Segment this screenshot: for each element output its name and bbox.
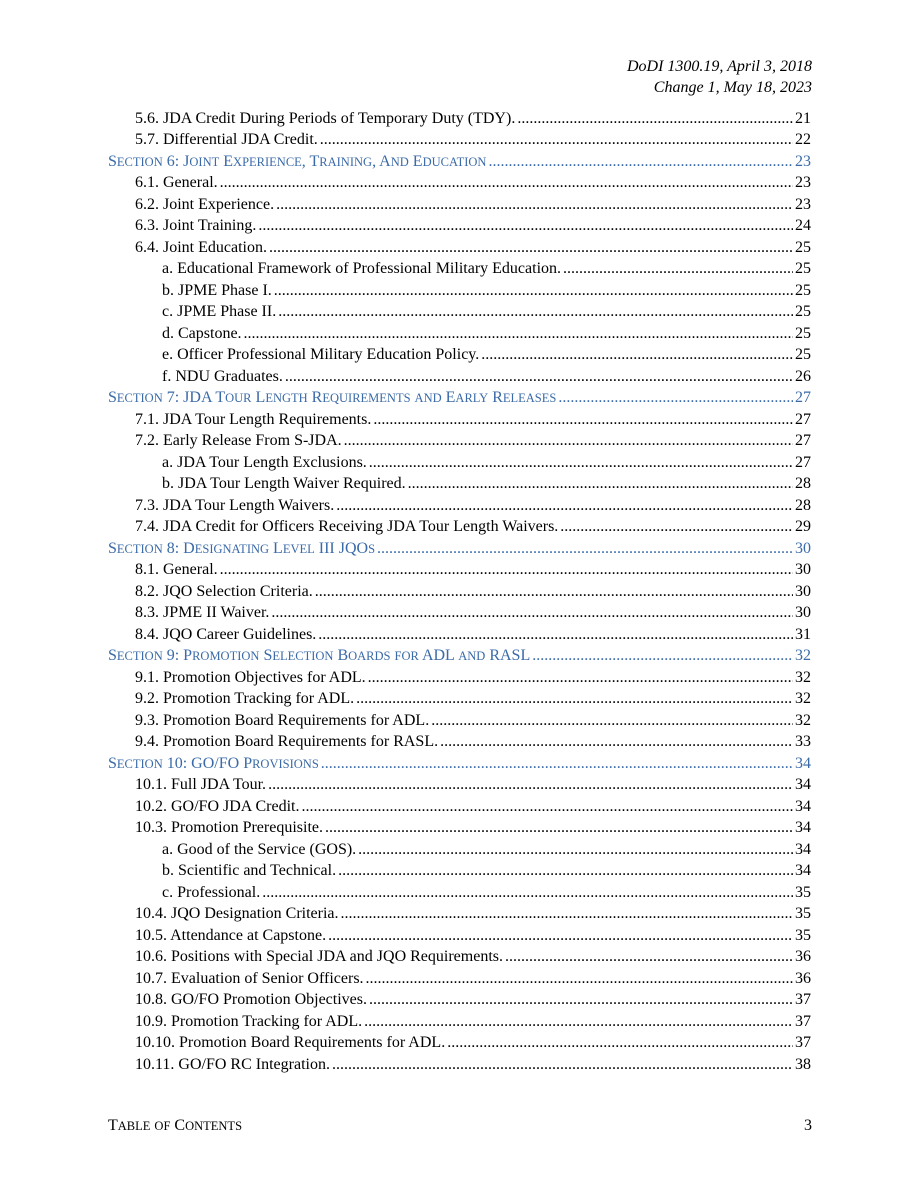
toc-dot-leader <box>320 129 793 151</box>
toc-entry-label: SECTION 7: JDA TOUR LENGTH REQUIREMENTS AND EARLY RELEASES <box>108 389 557 407</box>
toc-entry-page: 28 <box>795 496 811 514</box>
toc-dot-leader <box>369 452 793 474</box>
toc-entry-page: 25 <box>795 303 811 321</box>
toc-dot-leader <box>377 538 793 560</box>
toc-entry[interactable] <box>108 1032 811 1054</box>
toc-entry[interactable] <box>108 344 811 366</box>
toc-entry[interactable] <box>108 129 811 151</box>
toc-dot-leader <box>481 344 793 366</box>
toc-entry-label: 10.6. Positions with Special JDA and JQO Requirements. <box>135 948 503 966</box>
toc-dot-leader <box>336 495 793 517</box>
footer-title: TABLE OF CONTENTS <box>108 1117 243 1134</box>
toc-entry-label: 8.1. General. <box>135 561 218 579</box>
toc-entry-page: 30 <box>795 582 811 600</box>
toc-entry[interactable] <box>108 323 811 345</box>
toc-entry-page: 35 <box>795 926 811 944</box>
toc-entry[interactable] <box>108 667 811 689</box>
toc-dot-leader <box>368 667 793 689</box>
toc-dot-leader <box>220 559 793 581</box>
toc-dot-leader <box>369 989 793 1011</box>
toc-entry[interactable] <box>108 1011 811 1033</box>
toc-dot-leader <box>325 817 793 839</box>
toc-entry-label: 10.3. Promotion Prerequisite. <box>135 819 323 837</box>
toc-entry[interactable] <box>108 215 811 237</box>
toc-entry[interactable] <box>108 108 811 130</box>
toc-entry-page: 32 <box>795 668 811 686</box>
toc-dot-leader <box>258 215 793 237</box>
toc-entry-page: 27 <box>795 453 811 471</box>
toc-entry-label: 10.10. Promotion Board Requirements for ADL. <box>135 1034 446 1052</box>
toc-entry-page: 36 <box>795 969 811 987</box>
toc-entry[interactable] <box>108 430 811 452</box>
toc-entry-page: 34 <box>795 776 811 794</box>
toc-entry[interactable] <box>108 817 811 839</box>
toc-entry[interactable] <box>108 839 811 861</box>
toc-dot-leader <box>315 581 793 603</box>
toc-entry-page: 32 <box>795 711 811 729</box>
toc-entry[interactable] <box>108 366 811 388</box>
toc-entry[interactable] <box>108 968 811 990</box>
toc-entry[interactable] <box>108 796 811 818</box>
toc-entry-label: 7.3. JDA Tour Length Waivers. <box>135 496 335 514</box>
toc-entry[interactable] <box>108 624 811 646</box>
toc-entry-label: 6.4. Joint Education. <box>135 238 267 256</box>
toc-entry-label: 9.1. Promotion Objectives for ADL. <box>135 668 366 686</box>
toc-entry-label: 5.7. Differential JDA Credit. <box>135 131 318 149</box>
toc-entry-page: 23 <box>795 174 811 192</box>
toc-entry[interactable] <box>108 516 811 538</box>
document-header <box>627 56 812 98</box>
toc-entry-page: 31 <box>795 625 811 643</box>
toc-entry-page: 33 <box>795 733 811 751</box>
toc-entry-page: 34 <box>795 754 811 772</box>
toc-entry-label: 10.5. Attendance at Capstone. <box>135 926 327 944</box>
toc-entry-label: SECTION 9: PROMOTION SELECTION BOARDS FOR ADL AND RASL <box>108 647 531 665</box>
toc-entry-page: 30 <box>795 604 811 622</box>
header-change-date: Change 1, May 18, 2023 <box>653 79 812 96</box>
toc-dot-leader <box>274 280 793 302</box>
toc-dot-leader <box>364 1011 793 1033</box>
toc-dot-leader <box>271 602 793 624</box>
toc-entry[interactable] <box>108 495 811 517</box>
toc-entry-label: b. Scientific and Technical. <box>162 862 337 880</box>
toc-entry-label: SECTION 10: GO/FO PROVISIONS <box>108 754 319 772</box>
toc-entry-label: 10.9. Promotion Tracking for ADL. <box>135 1012 363 1030</box>
toc-dot-leader <box>558 387 793 409</box>
toc-entry-page: 25 <box>795 281 811 299</box>
toc-dot-leader <box>440 731 793 753</box>
toc-entry-page: 37 <box>795 1012 811 1030</box>
toc-entry-page: 34 <box>795 840 811 858</box>
toc-entry[interactable] <box>108 710 811 732</box>
toc-entry[interactable] <box>108 602 811 624</box>
toc-entry-page: 27 <box>795 410 811 428</box>
toc-entry-label: 10.11. GO/FO RC Integration. <box>135 1055 330 1073</box>
toc-section-entry[interactable] <box>108 645 811 667</box>
footer-page-number: 3 <box>804 1117 812 1134</box>
toc-dot-leader <box>318 624 793 646</box>
toc-entry[interactable] <box>108 237 811 259</box>
toc-entry-page: 25 <box>795 238 811 256</box>
toc-entry[interactable] <box>108 925 811 947</box>
toc-entry-label: 9.3. Promotion Board Requirements for ADL. <box>135 711 430 729</box>
toc-entry[interactable] <box>108 473 811 495</box>
toc-dot-leader <box>301 796 793 818</box>
toc-entry-label: 5.6. JDA Credit During Periods of Temporary Duty (TDY). <box>135 109 516 127</box>
toc-section-entry[interactable] <box>108 151 811 173</box>
toc-entry-page: 26 <box>795 367 811 385</box>
toc-entry[interactable] <box>108 1054 811 1076</box>
toc-entry-label: 7.2. Early Release From S-JDA. <box>135 432 342 450</box>
toc-entry[interactable] <box>108 860 811 882</box>
toc-entry-page: 25 <box>795 324 811 342</box>
table-of-contents <box>108 108 811 1076</box>
toc-entry-label: 9.4. Promotion Board Requirements for RASL. <box>135 733 439 751</box>
toc-entry-page: 28 <box>795 475 811 493</box>
toc-dot-leader <box>332 1054 793 1076</box>
toc-dot-leader <box>268 774 793 796</box>
toc-entry-label: 10.8. GO/FO Promotion Objectives. <box>135 991 367 1009</box>
toc-entry[interactable] <box>108 903 811 925</box>
toc-dot-leader <box>447 1032 793 1054</box>
toc-entry-page: 24 <box>795 217 811 235</box>
toc-entry-label: f. NDU Graduates. <box>162 367 283 385</box>
toc-entry-label: 6.1. General. <box>135 174 218 192</box>
toc-entry-label: SECTION 6: JOINT EXPERIENCE, TRAINING, AND EDUCATION <box>108 152 487 170</box>
toc-entry-label: 8.2. JQO Selection Criteria. <box>135 582 313 600</box>
toc-entry[interactable] <box>108 258 811 280</box>
toc-dot-leader <box>276 194 793 216</box>
toc-dot-leader <box>328 925 793 947</box>
toc-entry[interactable] <box>108 409 811 431</box>
toc-entry-label: 10.4. JQO Designation Criteria. <box>135 905 339 923</box>
toc-dot-leader <box>278 301 793 323</box>
toc-entry-page: 34 <box>795 797 811 815</box>
toc-entry-label: c. JPME Phase II. <box>162 303 277 321</box>
toc-entry-page: 38 <box>795 1055 811 1073</box>
toc-entry-page: 25 <box>795 260 811 278</box>
toc-entry-page: 27 <box>795 432 811 450</box>
toc-entry-page: 22 <box>795 131 811 149</box>
toc-entry[interactable] <box>108 194 811 216</box>
toc-dot-leader <box>341 903 793 925</box>
toc-dot-leader <box>220 172 793 194</box>
page-footer <box>108 1117 812 1135</box>
toc-dot-leader <box>344 430 793 452</box>
toc-entry-page: 37 <box>795 991 811 1009</box>
toc-entry[interactable] <box>108 452 811 474</box>
toc-dot-leader <box>560 516 793 538</box>
toc-dot-leader <box>373 409 793 431</box>
toc-entry-page: 21 <box>795 109 811 127</box>
toc-entry-label: d. Capstone. <box>162 324 242 342</box>
toc-entry-page: 34 <box>795 862 811 880</box>
toc-dot-leader <box>321 753 793 775</box>
toc-dot-leader <box>262 882 793 904</box>
toc-entry-page: 25 <box>795 346 811 364</box>
toc-entry[interactable] <box>108 731 811 753</box>
toc-entry[interactable] <box>108 172 811 194</box>
toc-entry-page: 35 <box>795 883 811 901</box>
toc-entry-page: 32 <box>795 690 811 708</box>
toc-dot-leader <box>338 860 793 882</box>
toc-dot-leader <box>431 710 793 732</box>
toc-entry-label: e. Officer Professional Military Education Policy. <box>162 346 480 364</box>
toc-entry-page: 23 <box>795 195 811 213</box>
toc-dot-leader <box>269 237 793 259</box>
toc-entry-page: 32 <box>795 647 811 665</box>
toc-entry-label: 10.7. Evaluation of Senior Officers. <box>135 969 364 987</box>
toc-entry[interactable] <box>108 688 811 710</box>
toc-entry[interactable] <box>108 301 811 323</box>
toc-entry-page: 35 <box>795 905 811 923</box>
toc-entry[interactable] <box>108 559 811 581</box>
toc-entry-label: 6.3. Joint Training. <box>135 217 257 235</box>
toc-entry-label: 10.1. Full JDA Tour. <box>135 776 267 794</box>
toc-entry-label: b. JDA Tour Length Waiver Required. <box>162 475 406 493</box>
toc-entry-page: 36 <box>795 948 811 966</box>
toc-dot-leader <box>532 645 793 667</box>
toc-entry-page: 27 <box>795 389 811 407</box>
toc-entry[interactable] <box>108 280 811 302</box>
toc-entry-page: 30 <box>795 539 811 557</box>
toc-entry-label: SECTION 8: DESIGNATING LEVEL III JQOS <box>108 539 376 557</box>
toc-entry-page: 23 <box>795 152 811 170</box>
toc-entry[interactable] <box>108 581 811 603</box>
toc-entry[interactable] <box>108 946 811 968</box>
toc-section-entry[interactable] <box>108 387 811 409</box>
toc-entry-label: a. Good of the Service (GOS). <box>162 840 357 858</box>
toc-entry-page: 29 <box>795 518 811 536</box>
toc-dot-leader <box>366 968 793 990</box>
header-document-id: DoDI 1300.19, April 3, 2018 <box>626 58 812 75</box>
toc-entry[interactable] <box>108 989 811 1011</box>
toc-entry-label: 8.3. JPME II Waiver. <box>135 604 270 622</box>
toc-entry-label: a. Educational Framework of Professional Military Education. <box>162 260 562 278</box>
toc-section-entry[interactable] <box>108 753 811 775</box>
toc-entry-label: c. Professional. <box>162 883 261 901</box>
toc-dot-leader <box>244 323 793 345</box>
toc-entry[interactable] <box>108 882 811 904</box>
toc-section-entry[interactable] <box>108 538 811 560</box>
toc-entry-label: 7.1. JDA Tour Length Requirements. <box>135 410 372 428</box>
toc-dot-leader <box>356 688 793 710</box>
toc-dot-leader <box>517 108 793 130</box>
toc-entry-label: 7.4. JDA Credit for Officers Receiving JDA Tour Length Waivers. <box>135 518 559 536</box>
toc-dot-leader <box>563 258 793 280</box>
toc-entry-label: 6.2. Joint Experience. <box>135 195 275 213</box>
toc-entry-label: b. JPME Phase I. <box>162 281 272 299</box>
toc-dot-leader <box>285 366 793 388</box>
toc-dot-leader <box>505 946 793 968</box>
toc-dot-leader <box>488 151 793 173</box>
toc-entry-label: 8.4. JQO Career Guidelines. <box>135 625 317 643</box>
toc-entry-label: a. JDA Tour Length Exclusions. <box>162 453 367 471</box>
toc-entry-page: 37 <box>795 1034 811 1052</box>
toc-entry-label: 10.2. GO/FO JDA Credit. <box>135 797 300 815</box>
toc-entry[interactable] <box>108 774 811 796</box>
toc-dot-leader <box>408 473 793 495</box>
toc-entry-page: 34 <box>795 819 811 837</box>
toc-entry-page: 30 <box>795 561 811 579</box>
toc-entry-label: 9.2. Promotion Tracking for ADL. <box>135 690 355 708</box>
toc-dot-leader <box>358 839 793 861</box>
